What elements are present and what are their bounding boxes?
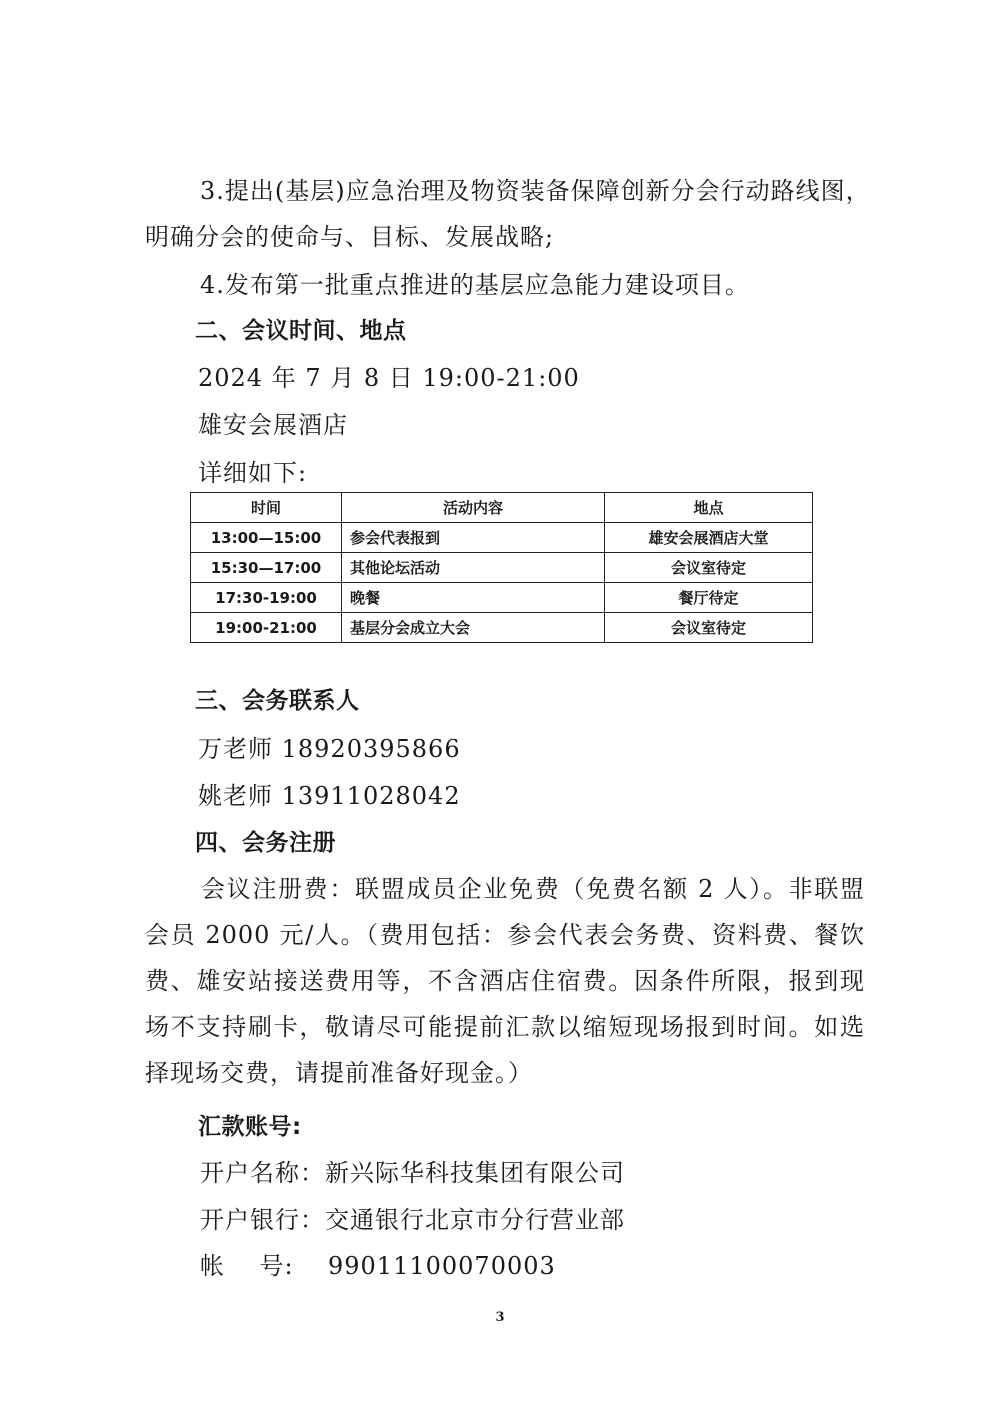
- account-number-label: 帐 号:: [200, 1252, 294, 1280]
- item-3-continuation: 明确分会的使命与、目标、发展战略;: [145, 223, 555, 251]
- row-location: 餐厅待定: [605, 583, 813, 613]
- section-3-heading: 三、会务联系人: [195, 688, 360, 714]
- table-row: [191, 613, 813, 643]
- header-location: 地点: [605, 493, 813, 523]
- row-time: 19:00-21:00: [191, 613, 342, 643]
- account-bank: 开户银行：交通银行北京市分行营业部: [200, 1206, 625, 1234]
- row-time: 13:00—15:00: [191, 523, 342, 553]
- row-activity: 晚餐: [342, 583, 605, 613]
- account-number: 99011100070003: [328, 1252, 556, 1280]
- table-row: [191, 523, 813, 553]
- table-row: [191, 583, 813, 613]
- registration-fee-paragraph: 会议注册费：联盟成员企业免费（免费名额 2 人）。非联盟会员 2000 元/人。（费用包括：参会代表会务费、资料费、餐饮费、雄安站接送费用等，不含酒店住宿费。因条件所限，报到现场不支持刷卡，敬请尽可能提前汇款以缩短现场报到时间。如选择现场交费，请提前准备好现金。）: [145, 875, 865, 1087]
- contact-wan: 万老师 18920395866: [198, 735, 461, 763]
- page-number: 3: [495, 1310, 505, 1325]
- schedule-table: [190, 492, 813, 643]
- row-time: 17:30-19:00: [191, 583, 342, 613]
- meeting-venue: 雄安会展酒店: [198, 411, 348, 439]
- row-location: 会议室待定: [605, 613, 813, 643]
- meeting-datetime: 2024 年 7 月 8 日 19:00-21:00: [198, 364, 580, 392]
- account-name: 开户名称：新兴际华科技集团有限公司: [200, 1159, 625, 1187]
- contact-yao: 姚老师 13911028042: [198, 782, 461, 810]
- table-row: [191, 553, 813, 583]
- row-activity: 其他论坛活动: [342, 553, 605, 583]
- details-label: 详细如下:: [198, 459, 308, 487]
- section-4-heading: 四、会务注册: [195, 830, 336, 856]
- item-3-line: 3.提出(基层)应急治理及物资装备保障创新分会行动路线图，: [200, 177, 871, 205]
- row-activity: 参会代表报到: [342, 523, 605, 553]
- row-activity: 基层分会成立大会: [342, 613, 605, 643]
- header-activity: 活动内容: [342, 493, 605, 523]
- row-time: 15:30—17:00: [191, 553, 342, 583]
- section-2-heading: 二、会议时间、地点: [195, 318, 407, 344]
- account-heading: 汇款账号:: [198, 1114, 302, 1140]
- row-location: 雄安会展酒店大堂: [605, 523, 813, 553]
- header-time: 时间: [191, 493, 342, 523]
- item-4-line: 4.发布第一批重点推进的基层应急能力建设项目。: [200, 271, 750, 299]
- table-header-row: [191, 493, 813, 523]
- row-location: 会议室待定: [605, 553, 813, 583]
